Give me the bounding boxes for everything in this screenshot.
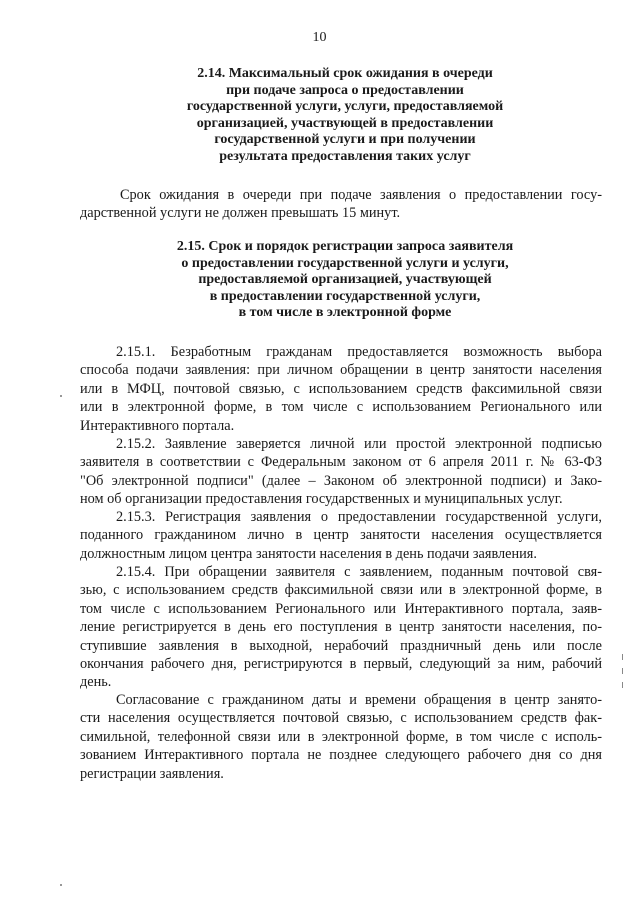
- section-2-14-heading: [80, 66, 610, 166]
- heading-line: 2.15. Срок и порядок регистрации запроса заявителя: [176, 239, 514, 254]
- text-line: заявителя в соответствии с Федеральным законом от 6 апреля 2011 г. № 63-ФЗ: [80, 454, 602, 471]
- heading-line: результата предоставления таких услуг: [219, 148, 471, 164]
- text-line: должностным лицом центра занятости населения в день подачи заявления.: [80, 545, 537, 562]
- text-line: 2.15.1. Безработным гражданам предоставляется возможность выбора: [116, 344, 602, 360]
- text-line: способа подачи заявления: при личном обращении в центр занятости населения: [80, 362, 602, 379]
- heading-line: при подаче запроса о предоставлении: [226, 82, 464, 98]
- paragraph-2-15-1: [80, 343, 602, 435]
- text-line: зованием Интерактивного портала не позднее следующего рабочего дня со дня: [80, 747, 602, 764]
- heading-line: о предоставлении государственной услуги и услуги,: [181, 255, 509, 271]
- text-line: "Об электронной подписи" (далее – Законом об электронной подписи) и Зако-: [80, 472, 602, 489]
- text-line: или в МФЦ, почтовой связью, с использованием средств факсимильной связи: [80, 380, 602, 397]
- heading-line: 2.14. Максимальный срок ожидания в очереди: [197, 66, 493, 81]
- text-line: том числе с использованием Регионального или Интерактивного портала, заяв-: [80, 600, 602, 617]
- text-line: ление регистрируется в день его поступления в центр занятости населения, по-: [80, 619, 602, 636]
- heading-line: государственной услуги, услуги, предоставляемой: [186, 99, 504, 115]
- paragraph-2-15-4: [80, 563, 602, 692]
- text-line: 2.15.2. Заявление заверяется личной или простой электронной подписью: [116, 436, 602, 452]
- text-line: окончания рабочего дня, регистрируются в первый, следующий за ним, рабочий: [80, 656, 602, 673]
- text-line: ном об организации предоставления государственных и муниципальных услуг.: [80, 491, 563, 508]
- heading-line: государственной услуги и при получении: [214, 132, 476, 148]
- paragraph-2-15-3: [80, 508, 602, 563]
- text-line: симильной, телефонной связи или в электронной форме, в том числе с исполь-: [80, 728, 602, 745]
- text-line: день.: [80, 674, 112, 691]
- scan-speck: [60, 884, 62, 886]
- text-line: Срок ожидания в очереди при подаче заявления о предоставлении госу-: [120, 187, 602, 203]
- paragraph-agreement: [80, 691, 602, 783]
- text-line: или в электронной форме, в том числе с использованием Регионального или: [80, 399, 602, 416]
- text-line: Согласование с гражданином даты и времени обращения в центр занято-: [116, 692, 602, 708]
- heading-line: предоставляемой организацией, участвующей: [198, 272, 492, 288]
- text-line: 2.15.4. При обращении заявителя с заявлением, поданным почтовой свя-: [116, 564, 602, 580]
- heading-line: в предоставлении государственной услуги,: [209, 288, 481, 304]
- text-line: зью, с использованием средств факсимильной связи или в электронной форме, в: [80, 582, 602, 599]
- scan-margin-marks: [622, 654, 624, 688]
- scan-speck: [60, 395, 62, 397]
- text-line: 2.15.3. Регистрация заявления о предоставлении государственной услуги,: [116, 509, 602, 525]
- paragraph-2-15-2: [80, 435, 602, 509]
- text-line: поданного гражданином лично в центр занятости населения осуществляется: [80, 527, 602, 544]
- section-2-14-body: [80, 186, 602, 223]
- text-line: сти населения осуществляется почтовой связью, с использованием средств фак-: [80, 710, 602, 727]
- heading-line: в том числе в электронной форме: [238, 305, 452, 321]
- text-line: ступившие заявления в выходной, нерабочий праздничный день или после: [80, 637, 602, 654]
- text-line: Интерактивного портала.: [80, 417, 235, 434]
- heading-line: организацией, участвующей в предоставлении: [196, 115, 494, 131]
- text-line: дарственной услуги не должен превышать 15 минут.: [80, 205, 401, 222]
- page-number: 10: [312, 30, 327, 45]
- text-line: регистрации заявления.: [80, 765, 224, 782]
- section-2-15-heading: [80, 239, 610, 322]
